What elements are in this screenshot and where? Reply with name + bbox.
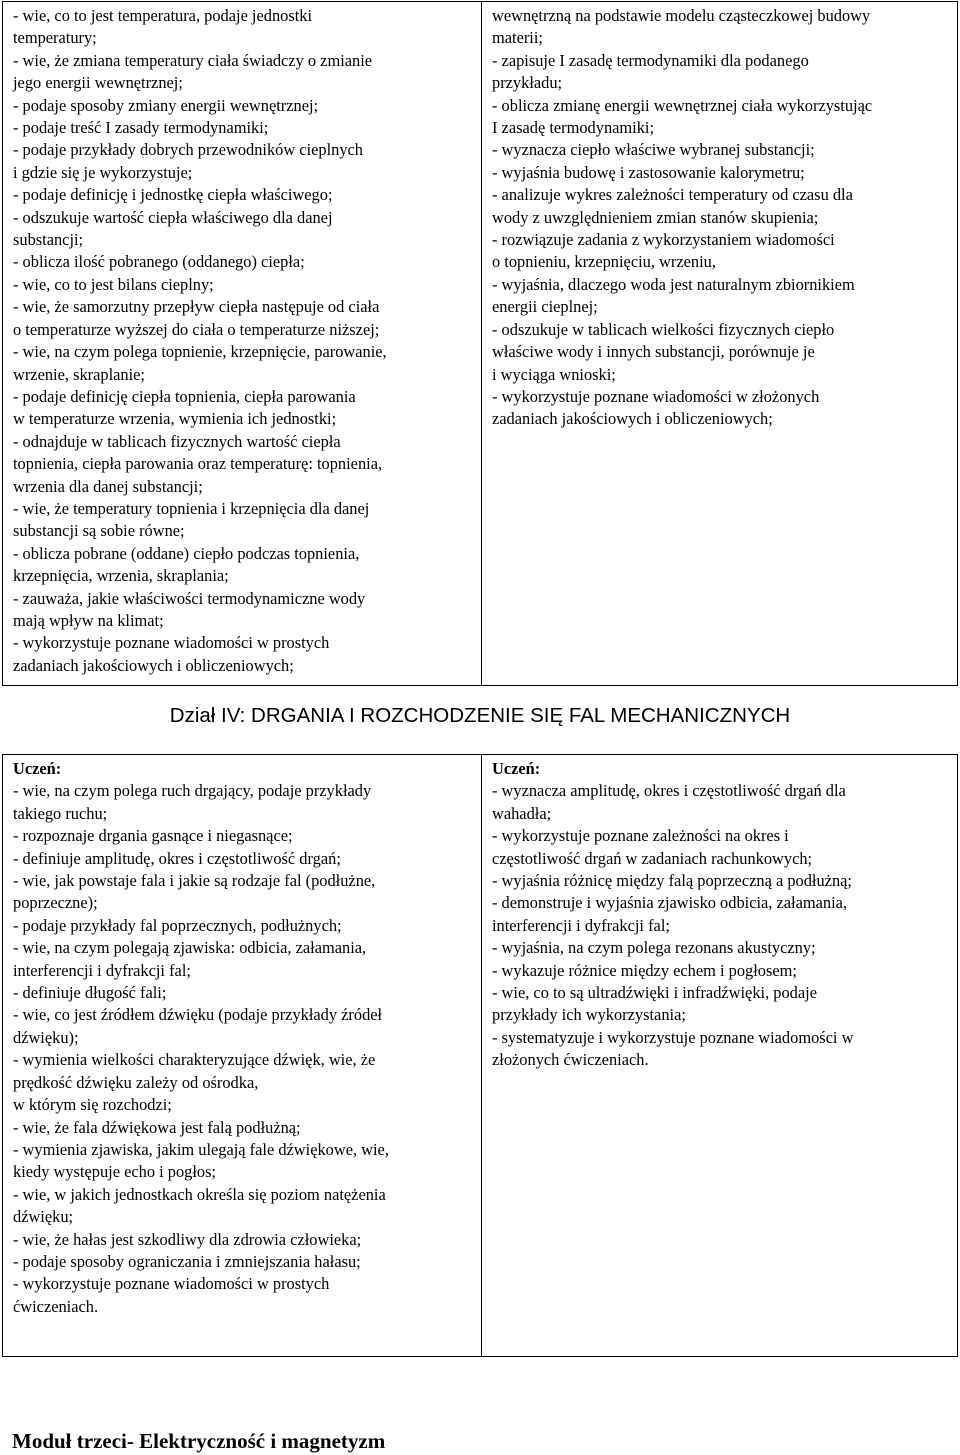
extended-requirements-cell [482,755,958,1357]
requirement-line: - wie, jak powstaje fala i jakie są rodzaje fal (podłużne, [13,871,376,891]
requirement-line: - wie, że fala dźwiękowa jest falą podłużną; [13,1117,301,1137]
requirement-line: - wykazuje różnice między echem i pogłosem; [492,960,797,980]
requirement-line: przykładu; [492,73,563,93]
requirement-line: - demonstruje i wyjaśnia zjawisko odbicia, załamania, [492,893,848,913]
requirement-line: - wyjaśnia, dlaczego woda jest naturalnym zbiornikiem [492,274,855,294]
requirement-line: - wykorzystuje poznane wiadomości w prostych [13,633,330,653]
requirement-line: - wykorzystuje poznane wiadomości w prostych [13,1274,330,1294]
requirement-line: interferencji i dyfrakcji fal; [13,960,191,980]
basic-requirements-cell [3,2,482,686]
requirement-line: - wie, na czym polega topnienie, krzepnięcie, parowanie, [13,342,387,362]
extended-requirements-cell [482,2,958,686]
requirements-table-waves [2,754,958,1357]
requirement-line: - podaje przykłady fal poprzecznych, podłużnych; [13,915,342,935]
requirement-line: wrzenie, skraplanie; [13,364,145,384]
requirement-line: - wie, na czym polegają zjawiska: odbicia, załamania, [13,938,367,958]
requirement-line: - oblicza ilość pobranego (oddanego) ciepła; [13,252,305,272]
student-label: Uczeń: [492,759,541,778]
requirement-line: - oblicza pobrane (oddane) ciepło podczas topnienia, [13,543,360,563]
requirement-line: - wie, na czym polega ruch drgający, podaje przykłady [13,781,372,801]
requirement-line: materii; [492,28,543,48]
requirement-line: - wie, że samorzutny przepływ ciepła następuje od ciała [13,297,380,317]
requirement-line: - odszukuje wartość ciepła właściwego dla danej [13,207,333,227]
requirement-line: prędkość dźwięku zależy od ośrodka, [13,1072,259,1092]
requirement-line: - wie, w jakich jednostkach określa się poziom natężenia [13,1184,386,1204]
requirement-line: - wykorzystuje poznane zależności na okres i [492,826,789,846]
requirements-list [13,5,473,677]
requirement-line: o temperaturze wyższej do ciała o temperaturze niższej; [13,319,380,339]
requirement-line: mają wpływ na klimat; [13,610,164,630]
requirement-line: - wyznacza amplitudę, okres i częstotliwość drgań dla [492,781,846,801]
requirement-line: i wyciąga wnioski; [492,364,616,384]
requirement-line: - wie, co to są ultradźwięki i infradźwięki, podaje [492,983,817,1003]
requirement-line: wewnętrzną na podstawie modelu cząsteczkowej budowy [492,6,871,25]
requirement-line: - wie, że temperatury topnienia i krzepnięcia dla danej [13,498,370,518]
requirement-line: energii cieplnej; [492,297,598,317]
requirement-line: substancji są sobie równe; [13,521,185,541]
requirement-line: - podaje sposoby zmiany energii wewnętrznej; [13,95,319,115]
requirement-line: zadaniach jakościowych i obliczeniowych; [492,409,773,429]
requirement-line: - wyjaśnia budowę i zastosowanie kalorymetru; [492,162,805,182]
requirement-line: - podaje przykłady dobrych przewodników cieplnych [13,140,364,160]
requirement-line: I zasadę termodynamiki; [492,118,655,138]
requirement-line: zadaniach jakościowych i obliczeniowych; [13,655,294,675]
requirement-line: właściwe wody i innych substancji, porównuje je [492,342,815,362]
requirement-line: - analizuje wykres zależności temperatury od czasu dla [492,185,853,205]
requirement-line: ćwiczeniach. [13,1296,99,1316]
requirement-line: dźwięku); [13,1027,79,1047]
requirement-line: substancji; [13,230,84,250]
requirement-line: - odszukuje w tablicach wielkości fizycznych ciepło [492,319,835,339]
requirement-line: i gdzie się je wykorzystuje; [13,162,193,182]
requirements-list [492,780,949,1071]
requirements-list [492,5,949,431]
requirement-line: jego energii wewnętrznej; [13,73,183,93]
student-label: Uczeń: [13,759,62,778]
requirement-line: wody z uwzględnieniem zmian stanów skupienia; [492,207,819,227]
requirement-line: - zauważa, jakie właściwości termodynamiczne wody [13,588,366,608]
requirement-line: temperatury; [13,28,97,48]
requirements-table-thermodynamics [2,1,958,686]
requirement-line: dźwięku; [13,1207,74,1227]
section-heading: Dział IV: DRGANIA I ROZCHODZENIE SIĘ FAL MECHANICZNYCH [169,704,791,727]
requirement-line: - wyjaśnia, na czym polega rezonans akustyczny; [492,938,816,958]
requirement-line: - wykorzystuje poznane wiadomości w złożonych [492,386,820,406]
module-title: Moduł trzeci- Elektryczność i magnetyzm [12,1429,386,1453]
requirement-line: interferencji i dyfrakcji fal; [492,915,670,935]
requirement-line: krzepnięcia, wrzenia, skraplania; [13,566,229,586]
requirement-line: topnienia, ciepła parowania oraz temperaturę: topnienia, [13,454,383,474]
requirement-line: złożonych ćwiczeniach. [492,1050,649,1070]
requirement-line: o topnieniu, krzepnięciu, wrzeniu, [492,252,716,272]
requirement-line: - wie, co jest źródłem dźwięku (podaje przykłady źródeł [13,1005,383,1025]
requirement-line: - wyznacza ciepło właściwe wybranej substancji; [492,140,815,160]
requirement-line: - wymienia wielkości charakteryzujące dźwięk, wie, że [13,1050,376,1070]
requirement-line: częstotliwość drgań w zadaniach rachunkowych; [492,848,813,868]
requirement-line: - wie, co to jest temperatura, podaje jednostki [13,6,313,25]
requirement-line: w którym się rozchodzi; [13,1095,172,1115]
requirement-line: wahadła; [492,803,552,823]
requirement-line: - wie, że hałas jest szkodliwy dla zdrowia człowieka; [13,1229,362,1249]
requirement-line: poprzeczne); [13,893,98,913]
requirement-line: - rozpoznaje drgania gasnące i niegasnące; [13,826,293,846]
requirement-line: - wyjaśnia różnicę między falą poprzeczną a podłużną; [492,871,852,891]
requirement-line: kiedy występuje echo i pogłos; [13,1162,217,1182]
requirement-line: - definiuje amplitudę, okres i częstotliwość drgań; [13,848,341,868]
requirement-line: - wymienia zjawiska, jakim ulegają fale dźwiękowe, wie, [13,1139,389,1159]
requirement-line: - odnajduje w tablicach fizycznych wartość ciepła [13,431,341,451]
requirement-line: wrzenia dla danej substancji; [13,476,203,496]
requirement-line: - rozwiązuje zadania z wykorzystaniem wiadomości [492,230,835,250]
requirement-line: przykłady ich wykorzystania; [492,1005,686,1025]
requirement-line: - podaje sposoby ograniczania i zmniejszania hałasu; [13,1251,361,1271]
table-row [3,2,958,686]
requirement-line: - wie, co to jest bilans cieplny; [13,274,214,294]
table-row [3,755,958,1357]
requirement-line: - podaje treść I zasady termodynamiki; [13,118,269,138]
requirements-list [13,780,473,1318]
requirement-line: - wie, że zmiana temperatury ciała świadczy o zmianie [13,50,373,70]
requirement-line: takiego ruchu; [13,803,108,823]
basic-requirements-cell [3,755,482,1357]
requirement-line: - podaje definicję ciepła topnienia, ciepła parowania [13,386,356,406]
requirement-line: - podaje definicję i jednostkę ciepła właściwego; [13,185,333,205]
requirement-line: - oblicza zmianę energii wewnętrznej ciała wykorzystując [492,95,873,115]
requirement-line: - systematyzuje i wykorzystuje poznane wiadomości w [492,1027,854,1047]
requirement-line: - definiuje długość fali; [13,983,167,1003]
requirement-line: w temperaturze wrzenia, wymienia ich jednostki; [13,409,337,429]
requirement-line: - zapisuje I zasadę termodynamiki dla podanego [492,50,809,70]
